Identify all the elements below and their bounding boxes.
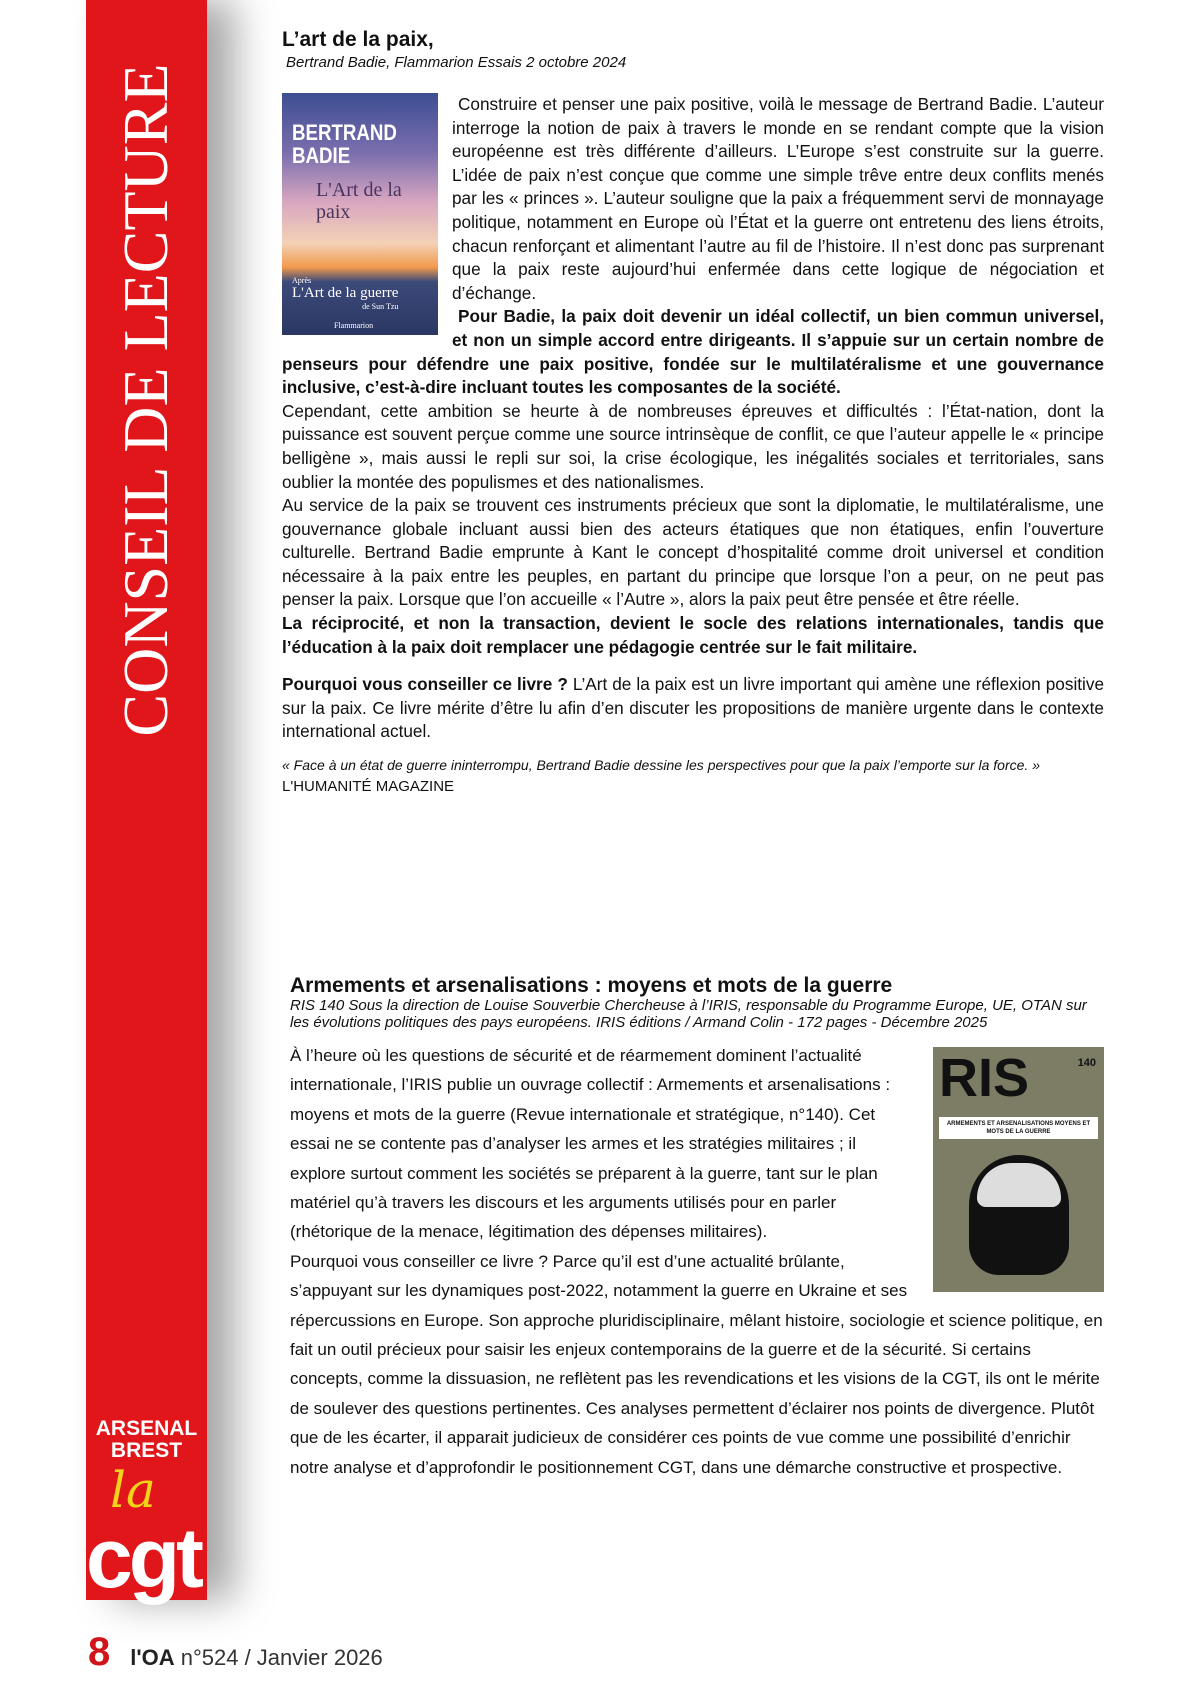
article-subtitle: RIS 140 Sous la direction de Louise Souverbie Chercheuse à l’IRIS, responsable du Programme Europe, UE, OTAN sur les évolutions politiques des pays européens. IRIS éditions / Armand Colin - 172 pages - Décembre 2025 [290,997,1087,1031]
recommendation-text: L’Art de la paix est un livre important qui amène une réflexion positive sur la paix. Ce livre mérite d’être lu afin d’en discuter les propositions de manière urgente dans le contexte international actuel. [282,674,1105,742]
cover-illustration [969,1155,1069,1275]
page-footer [88,1630,383,1675]
paragraph: Pourquoi vous conseiller ce livre ? Parce qu’il est d’une actualité brûlante, s’appuyant sur les dynamiques post-2022, notamment la guerre en Ukraine et ses répercussions en Europe. Son approche pluridisciplinaire, mêlant histoire, sociologie et science politique, en fait un outil précieux pour saisir les enjeux contemporains de la guerre et de la sécurité. Si certains concepts, comme la dissuasion, ne reflètent pas les revendications et les visions de la CGT, ils ont le mérite de soulever des questions pertinentes. Ces analyses permettent d’éclairer nos points de divergence. Plutôt que de les écarter, il apparait judicieux de considérer ces points de vue comme une possibilité d’enrichir notre analyse et d’approfondir le positionnement CGT, dans une démarche constructive et prospective. [290,1251,1103,1477]
article-art-de-la-paix [282,28,1104,974]
quote-source: L'HUMANITÉ MAGAZINE [282,778,455,796]
cover-guerre: L'Art de la guerre [292,285,399,301]
cover-logo: RIS [939,1048,1030,1108]
cover-number: 140 [1077,1057,1096,1069]
publication-name: l'OA [130,1645,175,1670]
paragraph-bold: Pour Badie, la paix doit devenir un idéal collectif, un bien commun universel, et non un simple accord entre dirigeants. Il s’appuie sur un certain nombre de penseurs pour défendre une paix positive, fondée sur le multilatéralisme et une gouvernance inclusive, c’est-à-dire incluant toutes les composantes de la société. [282,306,1104,398]
section-title-vertical: CONSEIL DE LECTURE [110,63,181,737]
cover-title: ARMEMENTS ET ARSENALISATIONS MOYENS ET MOTS DE LA GUERRE [939,1117,1098,1139]
book-cover-ris-140 [933,1047,1104,1292]
book-cover-art-de-la-paix [282,93,438,335]
article-title: L’art de la paix, [282,28,434,51]
paragraph: À l’heure où les questions de sécurité et de réarmement dominent l’actualité internationale, l’IRIS publie un ouvrage collectif : Armements et arsenalisations : moyens et mots de la guerre (Revue internationale et stratégique, n°140). Cet essai ne se contente pas d’analyser les armes et les stratégies militaires ; il explore surtout comment les sociétés se préparent à la guerre, tant sur le plan matériel qu’à travers les discours et les arguments utilisés pour en parler (rhétorique de la menace, légitimation des dépenses militaires). [290,1046,891,1242]
press-quote: « Face à un état de guerre ininterrompu, Bertrand Badie dessine les perspectives pour que la paix l’emporte sur la force. » [282,757,1040,774]
page-number: 8 [88,1630,111,1674]
article-title: Armements et arsenalisations : moyens et mots de la guerre [290,974,893,997]
article-subtitle: Bertrand Badie, Flammarion Essais 2 octobre 2024 [286,54,627,71]
issue-number: n°524 / Janvier 2026 [180,1645,383,1670]
paragraph: Au service de la paix se trouvent ces instruments précieux que sont la diplomatie, le multilatéralisme, une gouvernance globale incluant aussi bien des acteurs étatiques que non étatiques, enfin l’ouverture culturelle. Bertrand Badie emprunte à Kant le concept d’hospitalité comme droit universel et condition nécessaire à la paix entre les peuples, en partant du principe que lorsque l’on a peur, on ne peut pas penser la paix. Lorsque que l’on accueille « l’Autre », alors la paix peut être pensée et être réelle. [282,495,1104,610]
recommendation-label: Pourquoi vous conseiller ce livre ? [282,674,568,695]
arsenal-brest-logo-text: ARSENAL BREST [95,1417,198,1462]
issue-info [130,1645,383,1671]
paragraph: Cependant, cette ambition se heurte à de nombreuses épreuves et difficultés : l’État-nation, dont la puissance est souvent perçue comme une source intrinsèque de conflit, ce que l’auteur appelle le « principe belligène », mais aussi le repli sur soi, la crise écologique, les inégalités sociales et territoriales, sans oublier la montée des populismes et des nationalismes. [282,400,1104,492]
cgt-logo: cgt [86,1511,200,1605]
cover-publisher: Flammarion [334,321,374,330]
article-armements [290,974,1104,1482]
paragraph: Construire et penser une paix positive, voilà le message de Bertrand Badie. L’auteur interroge la notion de paix à travers le monde en se rendant compte que la vision européenne est très différente d’ailleurs. L’Europe s’est construite sur la guerre. L’idée de paix n’est conçue que comme une simple trêve entre deux conflits menés par les « princes ». L’auteur souligne que la paix a fréquemment servi de monnayage politique, notamment en Europe où l’État et la guerre ont entretenu des liens étroits, chacun renforçant et alimentant l’autre au fil de l’histoire. Il n’est donc pas surprenant que la paix reste aujourd’hui enfermée dans cette logique de négociation et d’échange. [452,94,1104,303]
paragraph-bold: La réciprocité, et non la transaction, devient le socle des relations internationales, tandis que l’éducation à la paix doit remplacer une pédagogie centrée sur le fait militaire. [282,613,1104,657]
cover-after: Après [292,276,312,285]
cover-author: BERTRAND BADIE [292,120,397,168]
recommendation [282,673,1104,744]
cover-subtitle [292,276,398,311]
cover-title: L'Art de la paix [316,179,402,223]
articles-column [282,28,1104,1482]
cgt-logo-la: la [110,1461,156,1519]
cover-suntzu: de Sun Tzu [362,302,399,311]
